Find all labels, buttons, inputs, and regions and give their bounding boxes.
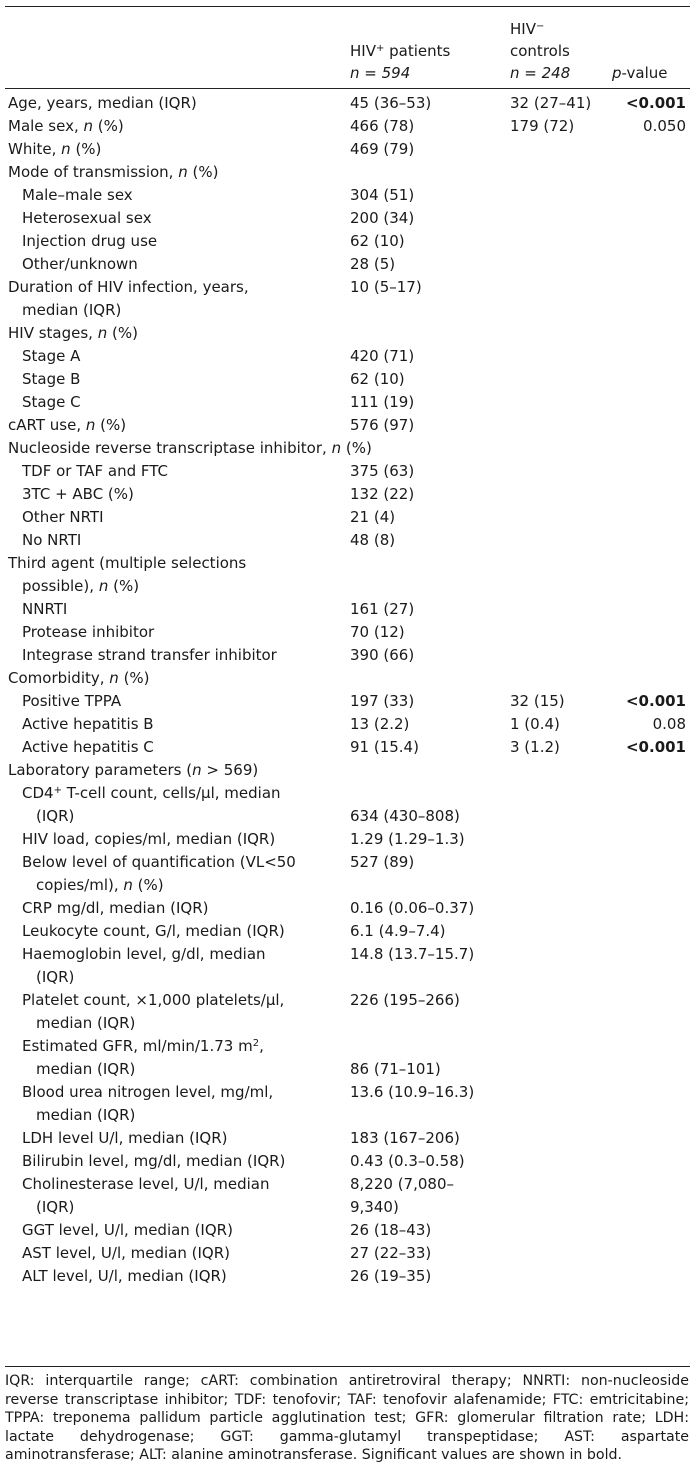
table-row — [0, 920, 700, 943]
table-row — [0, 184, 700, 207]
table-row — [0, 322, 700, 345]
table-row — [0, 851, 700, 897]
table-row — [0, 506, 700, 529]
hiv-positive-value: 86 (71–101) — [350, 1060, 441, 1078]
p-value: 0.050 — [643, 117, 686, 135]
hiv-positive-value: 527 (89) — [350, 853, 415, 871]
header-hiv-pos-text: HIV — [350, 42, 376, 60]
hiv-positive-value: 13.6 (10.9–16.3) — [350, 1083, 475, 1101]
row-label: Bilirubin level, mg/dl, median (IQR) — [22, 1152, 286, 1170]
hiv-negative-value: 3 (1.2) — [510, 738, 560, 756]
hiv-positive-value: 576 (97) — [350, 416, 415, 434]
row-label: GGT level, U/l, median (IQR) — [22, 1221, 233, 1239]
table-row — [0, 92, 700, 115]
row-label: Blood urea nitrogen level, mg/ml, median (IQR) — [22, 1083, 274, 1124]
hiv-positive-value: 469 (79) — [350, 140, 415, 158]
hiv-positive-value: 304 (51) — [350, 186, 415, 204]
hiv-positive-value: 466 (78) — [350, 117, 415, 135]
hiv-positive-value: 13 (2.2) — [350, 715, 410, 733]
table-row — [0, 161, 700, 184]
table-row — [0, 414, 700, 437]
table-row — [0, 1265, 700, 1288]
header-hiv-negative — [510, 18, 570, 84]
hiv-positive-value: 390 (66) — [350, 646, 415, 664]
hiv-positive-value: 111 (19) — [350, 393, 415, 411]
row-label: LDH level U/l, median (IQR) — [22, 1129, 228, 1147]
table-row — [0, 828, 700, 851]
hiv-positive-value: 28 (5) — [350, 255, 396, 273]
header-hiv-pos-patients: patients — [384, 42, 451, 60]
table-row — [0, 1242, 700, 1265]
header-hiv-pos-sup: + — [375, 43, 385, 54]
hiv-negative-value: 1 (0.4) — [510, 715, 560, 733]
table-row — [0, 1150, 700, 1173]
hiv-positive-value: 91 (15.4) — [350, 738, 419, 756]
hiv-positive-value: 62 (10) — [350, 232, 405, 250]
hiv-positive-value: 132 (22) — [350, 485, 415, 503]
row-label: CRP mg/dl, median (IQR) — [22, 899, 209, 917]
row-label: Integrase strand transfer inhibitor — [22, 646, 277, 664]
top-rule — [5, 6, 690, 7]
row-label: Cholinesterase level, U/l, median (IQR) — [22, 1175, 270, 1216]
row-label: TDF or TAF and FTC — [22, 462, 168, 480]
table-row — [0, 437, 700, 460]
hiv-positive-value: 197 (33) — [350, 692, 415, 710]
table-row — [0, 345, 700, 368]
table-footnote: IQR: interquartile range; cART: combination antiretroviral therapy; NNRTI: non-nucleoside reverse transcriptase inhibitor; TDF: tenofovir; TAF: tenofovir alafenamide; FTC: emtricitabine; TPPA: treponema pallidum particle agglutination test; GFR: glomerular filtration rate; LDH: lactate dehydrogenase; GGT: gamma-glutamyl transpeptidase; AST: aspartate aminotransferase; ALT: alanine aminotransferase. Significant values are shown in bold. — [5, 1373, 689, 1464]
table-row — [0, 759, 700, 782]
row-label: Estimated GFR, ml/min/1.73 $m^2$, median (IQR) — [22, 1037, 264, 1078]
row-label: Active hepatitis C — [22, 738, 154, 756]
bottom-rule — [5, 1366, 690, 1367]
row-label: Active hepatitis B — [22, 715, 154, 733]
hiv-positive-value: 0.16 (0.06–0.37) — [350, 899, 475, 917]
row-label: Other/unknown — [22, 255, 138, 273]
row-label: Third agent (multiple selections possible), n (%) — [8, 554, 247, 595]
table-row — [0, 1127, 700, 1150]
table-row — [0, 667, 700, 690]
row-label: Positive TPPA — [22, 692, 122, 710]
row-label: Below level of quantification (VL<50 copies/ml), n (%) — [22, 853, 296, 894]
table-row — [0, 391, 700, 414]
header-pvalue — [612, 62, 668, 84]
row-label: HIV load, copies/ml, median (IQR) — [22, 830, 276, 848]
row-label: Other NRTI — [22, 508, 104, 526]
hiv-negative-value: 32 (15) — [510, 692, 565, 710]
p-value: <0.001 — [625, 94, 686, 112]
row-label: Comorbidity, n (%) — [8, 669, 150, 687]
header-hiv-positive — [350, 40, 450, 84]
row-label: Age, years, median (IQR) — [8, 94, 197, 112]
hiv-positive-value: 6.1 (4.9–7.4) — [350, 922, 446, 940]
row-label: Duration of HIV infection, years, median (IQR) — [8, 278, 249, 319]
header-hiv-neg-sup: − — [535, 21, 545, 32]
hiv-positive-value: 161 (27) — [350, 600, 415, 618]
header-rule — [5, 88, 690, 89]
table-row — [0, 253, 700, 276]
table-row — [0, 621, 700, 644]
hiv-positive-value: 183 (167–206) — [350, 1129, 460, 1147]
table-row — [0, 736, 700, 759]
row-label: Haemoglobin level, g/dl, median (IQR) — [22, 945, 266, 986]
hiv-positive-value: 14.8 (13.7–15.7) — [350, 945, 475, 963]
header-hiv-neg-text: HIV — [510, 20, 536, 38]
table-row — [0, 644, 700, 667]
hiv-positive-value: 21 (4) — [350, 508, 396, 526]
hiv-positive-value: 26 (18–43) — [350, 1221, 432, 1239]
table-row — [0, 368, 700, 391]
row-label: Mode of transmission, n (%) — [8, 163, 219, 181]
row-label: Injection drug use — [22, 232, 158, 250]
header-hiv-neg-n: n = 248 — [510, 64, 571, 82]
row-label: HIV stages, n (%) — [8, 324, 138, 342]
row-label: No NRTI — [22, 531, 82, 549]
row-label: AST level, U/l, median (IQR) — [22, 1244, 231, 1262]
row-label: Protease inhibitor — [22, 623, 155, 641]
row-label: CD4+ T-cell count, cells/µl, median (IQR) — [22, 784, 281, 825]
row-label: Platelet count, ×1,000 platelets/µl, median (IQR) — [22, 991, 285, 1032]
header-pvalue-text: p-value — [612, 64, 668, 82]
table-row — [0, 943, 700, 989]
row-label: cART use, n (%) — [8, 416, 127, 434]
table-row — [0, 207, 700, 230]
hiv-positive-value: 0.43 (0.3–0.58) — [350, 1152, 465, 1170]
hiv-positive-value: 62 (10) — [350, 370, 405, 388]
hiv-positive-value: 375 (63) — [350, 462, 415, 480]
row-label: Laboratory parameters (n > 569) — [8, 761, 259, 779]
p-value: <0.001 — [625, 692, 686, 710]
table-row — [0, 276, 700, 322]
table-row — [0, 1035, 700, 1081]
hiv-positive-value: 45 (36–53) — [350, 94, 432, 112]
table-row — [0, 1219, 700, 1242]
table-row — [0, 989, 700, 1035]
p-value: <0.001 — [625, 738, 686, 756]
table-row — [0, 138, 700, 161]
hiv-positive-value: 8,220 (7,080– 9,340) — [350, 1175, 455, 1216]
row-label: White, n (%) — [8, 140, 102, 158]
row-label: Stage B — [22, 370, 81, 388]
table-row — [0, 690, 700, 713]
table-row — [0, 713, 700, 736]
table-row — [0, 230, 700, 253]
row-label: ALT level, U/l, median (IQR) — [22, 1267, 227, 1285]
header-hiv-pos-n: n = 594 — [350, 64, 411, 82]
hiv-negative-value: 179 (72) — [510, 117, 575, 135]
row-label: Leukocyte count, G/l, median (IQR) — [22, 922, 285, 940]
row-label: Male sex, n (%) — [8, 117, 124, 135]
table-row — [0, 897, 700, 920]
hiv-positive-value: 27 (22–33) — [350, 1244, 432, 1262]
hiv-positive-value: 48 (8) — [350, 531, 396, 549]
row-label: Stage C — [22, 393, 81, 411]
row-label: Nucleoside reverse transcriptase inhibitor, n (%) — [8, 439, 372, 457]
row-label: Male–male sex — [22, 186, 133, 204]
hiv-positive-value: 634 (430–808) — [350, 807, 460, 825]
header-hiv-neg-controls: controls — [510, 42, 570, 60]
row-label: Heterosexual sex — [22, 209, 152, 227]
table-row — [0, 115, 700, 138]
hiv-positive-value: 1.29 (1.29–1.3) — [350, 830, 465, 848]
row-label: Stage A — [22, 347, 81, 365]
p-value: 0.08 — [652, 715, 686, 733]
hiv-negative-value: 32 (27–41) — [510, 94, 592, 112]
table-row — [0, 460, 700, 483]
table-row — [0, 483, 700, 506]
table-row — [0, 598, 700, 621]
row-label: NNRTI — [22, 600, 68, 618]
table-row — [0, 1081, 700, 1127]
table-row — [0, 782, 700, 828]
hiv-positive-value: 420 (71) — [350, 347, 415, 365]
hiv-positive-value: 70 (12) — [350, 623, 405, 641]
hiv-positive-value: 26 (19–35) — [350, 1267, 432, 1285]
hiv-positive-value: 10 (5–17) — [350, 278, 422, 296]
table-row — [0, 529, 700, 552]
hiv-positive-value: 200 (34) — [350, 209, 415, 227]
row-label: 3TC + ABC (%) — [22, 485, 134, 503]
table-row — [0, 552, 700, 598]
table-row — [0, 1173, 700, 1219]
hiv-positive-value: 226 (195–266) — [350, 991, 460, 1009]
